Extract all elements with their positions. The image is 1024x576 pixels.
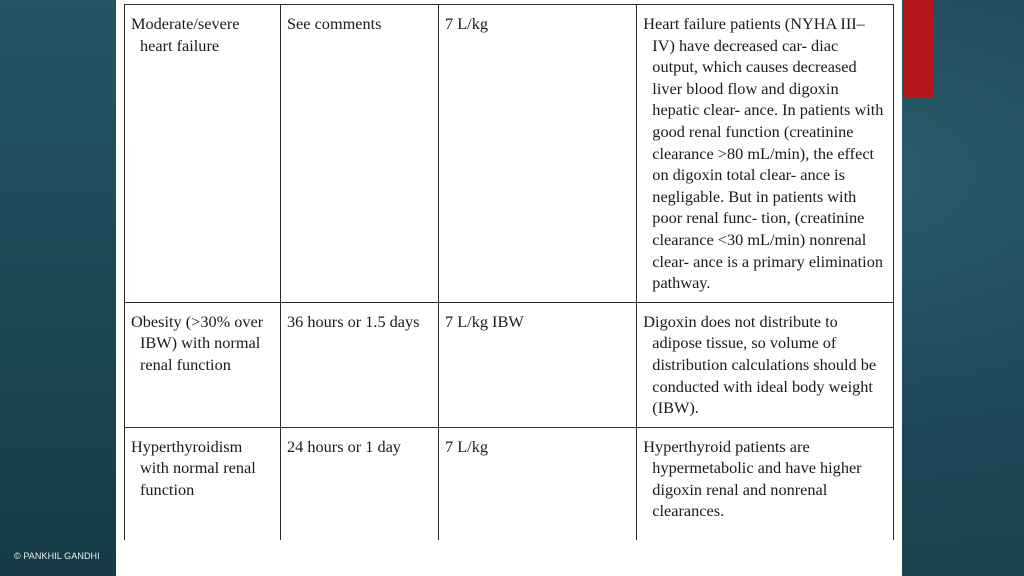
condition-cell: [125, 427, 281, 540]
condition-text: Obesity (>30% over IBW) with normal renal function: [131, 311, 264, 374]
half-life-text: 36 hours or 1.5 days: [287, 311, 420, 331]
half-life-cell: [281, 427, 439, 540]
condition-text: Hyperthyroidism with normal renal function: [131, 436, 256, 499]
volume-text: 7 L/kg: [445, 14, 488, 33]
volume-cell: [439, 302, 637, 427]
document-page: [116, 0, 902, 576]
table-row: [125, 427, 894, 540]
condition-cell: [125, 5, 281, 303]
comments-text: Heart failure patients (NYHA III–IV) have decreased car- diac output, which causes decreased liver blood flow and digoxin hepatic clear- ance. In patients with good renal function (creatinine clearance >80 mL/min), the effect on digoxin total clear- ance is negligable. But in patients with poor renal func- tion, (creatinine clearance <30 mL/min) nonrenal clear- ance is a primary elimination pathway.: [643, 14, 884, 293]
volume-cell: [439, 5, 637, 303]
condition-cell: [125, 302, 281, 427]
volume-text: 7 L/kg IBW: [445, 311, 524, 331]
slide-background-left: [0, 0, 116, 576]
half-life-cell: [281, 5, 439, 303]
volume-cell: [439, 427, 637, 540]
table-row: [125, 5, 894, 303]
accent-bar: [903, 0, 934, 97]
copyright-notice: © PANKHIL GANDHI: [14, 551, 100, 561]
half-life-text: 24 hours or 1 day: [287, 436, 401, 456]
table-row: [125, 302, 894, 427]
condition-text: Moderate/severe heart failure: [131, 14, 240, 55]
comments-cell: [637, 5, 894, 303]
volume-text: 7 L/kg: [445, 436, 488, 456]
half-life-cell: [281, 302, 439, 427]
comments-text: Hyperthyroid patients are hypermetabolic and have higher digoxin renal and nonrenal clearances.: [643, 436, 862, 521]
comments-cell: [637, 302, 894, 427]
comments-text: Digoxin does not distribute to adipose tissue, so volume of distribution calculations should be conducted with ideal body weight (IBW).: [643, 311, 877, 418]
digoxin-table: [124, 4, 894, 540]
half-life-text: See comments: [287, 14, 382, 33]
comments-cell: [637, 427, 894, 540]
